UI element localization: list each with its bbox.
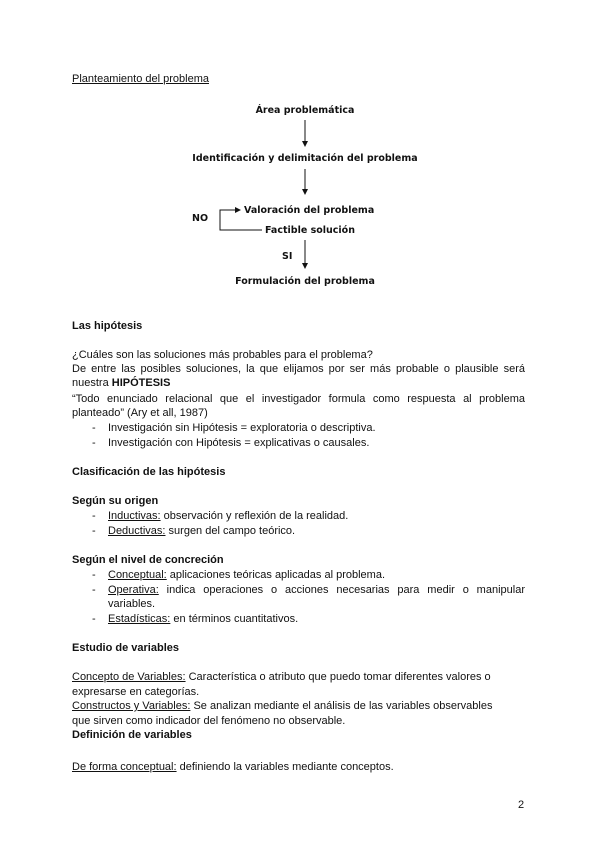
diagram-node-area: Área problemática xyxy=(255,105,355,116)
diagram-node-identificacion: Identificación y delimitación del problema xyxy=(192,153,418,164)
constructos-line1 xyxy=(72,699,492,713)
list-item: Investigación con Hipótesis = explicativas o causales. xyxy=(108,437,370,449)
term-definition: aplicaciones teóricas aplicadas al problema. xyxy=(166,569,386,581)
term: Estadísticas: xyxy=(108,613,171,625)
heading-segun-origen: Según su origen xyxy=(72,495,159,507)
bullet-dash: - xyxy=(92,613,96,625)
diagram-label-no: NO xyxy=(192,213,209,224)
term: Inductivas: xyxy=(108,510,161,522)
term-definition: indica operaciones o acciones necesarias para medir o manipular xyxy=(158,584,525,596)
heading-hipotesis: Las hipótesis xyxy=(72,320,143,332)
hipotesis-line1: De entre las posibles soluciones, la que elijamos por ser más probable o plausible será xyxy=(72,363,525,375)
hipotesis-line2-prefix: nuestra xyxy=(72,377,112,389)
diagram-node-formulacion: Formulación del problema xyxy=(235,276,375,287)
diagram-label-si: SI xyxy=(282,251,293,262)
page-number: 2 xyxy=(518,799,525,811)
list-item xyxy=(108,568,385,582)
term-definition: surgen del campo teórico. xyxy=(165,525,296,537)
forma-conceptual xyxy=(72,760,394,774)
term-definition: observación y reflexión de la realidad. xyxy=(160,510,349,522)
heading-definicion-variables: Definición de variables xyxy=(72,729,192,741)
hipotesis-term: HIPÓTESIS xyxy=(111,377,171,389)
hipotesis-line2 xyxy=(72,376,170,390)
concepto-variables-line2: expresarse en categorías. xyxy=(72,686,200,698)
term: Constructos y Variables: xyxy=(72,700,191,712)
diagram-node-factible: Factible solución xyxy=(265,225,355,236)
bullet-dash: - xyxy=(92,422,96,434)
hipotesis-question: ¿Cuáles son las soluciones más probables para el problema? xyxy=(72,349,373,361)
term-definition: en términos cuantitativos. xyxy=(170,613,299,625)
bullet-dash: - xyxy=(92,510,96,522)
term: Conceptual: xyxy=(108,569,167,581)
list-item xyxy=(108,612,298,626)
concepto-variables-line1 xyxy=(72,670,491,684)
list-item: Investigación sin Hipótesis = exploratoria o descriptiva. xyxy=(108,422,376,434)
bullet-dash: - xyxy=(92,584,96,596)
term-definition: definiendo la variables mediante conceptos. xyxy=(176,761,394,773)
term-definition: Se analizan mediante el análisis de las variables observables xyxy=(190,700,493,712)
hipotesis-quote-line1: “Todo enunciado relacional que el investigador formula como respuesta al problema xyxy=(72,393,525,405)
term: De forma conceptual: xyxy=(72,761,177,773)
bullet-dash: - xyxy=(92,525,96,537)
list-item-continuation: variables. xyxy=(108,598,156,610)
term: Operativa: xyxy=(108,584,159,596)
term: Concepto de Variables: xyxy=(72,671,186,683)
term: Deductivas: xyxy=(108,525,166,537)
section-title-planteamiento: Planteamiento del problema xyxy=(72,73,209,85)
heading-estudio-variables: Estudio de variables xyxy=(72,642,179,654)
heading-segun-concrecion: Según el nivel de concreción xyxy=(72,554,224,566)
heading-clasificacion: Clasificación de las hipótesis xyxy=(72,466,226,478)
diagram-node-valoracion: Valoración del problema xyxy=(244,205,375,216)
arrow-no-loop xyxy=(220,210,262,230)
list-item xyxy=(108,509,348,523)
constructos-line2: que sirven como indicador del fenómeno no observable. xyxy=(72,715,346,727)
bullet-dash: - xyxy=(92,437,96,449)
bullet-dash: - xyxy=(92,569,96,581)
list-item xyxy=(108,583,525,597)
hipotesis-quote-line2: planteado” (Ary et all, 1987) xyxy=(72,407,208,419)
term-definition: Característica o atributo que puedo tomar diferentes valores o xyxy=(185,671,491,683)
list-item xyxy=(108,524,295,538)
